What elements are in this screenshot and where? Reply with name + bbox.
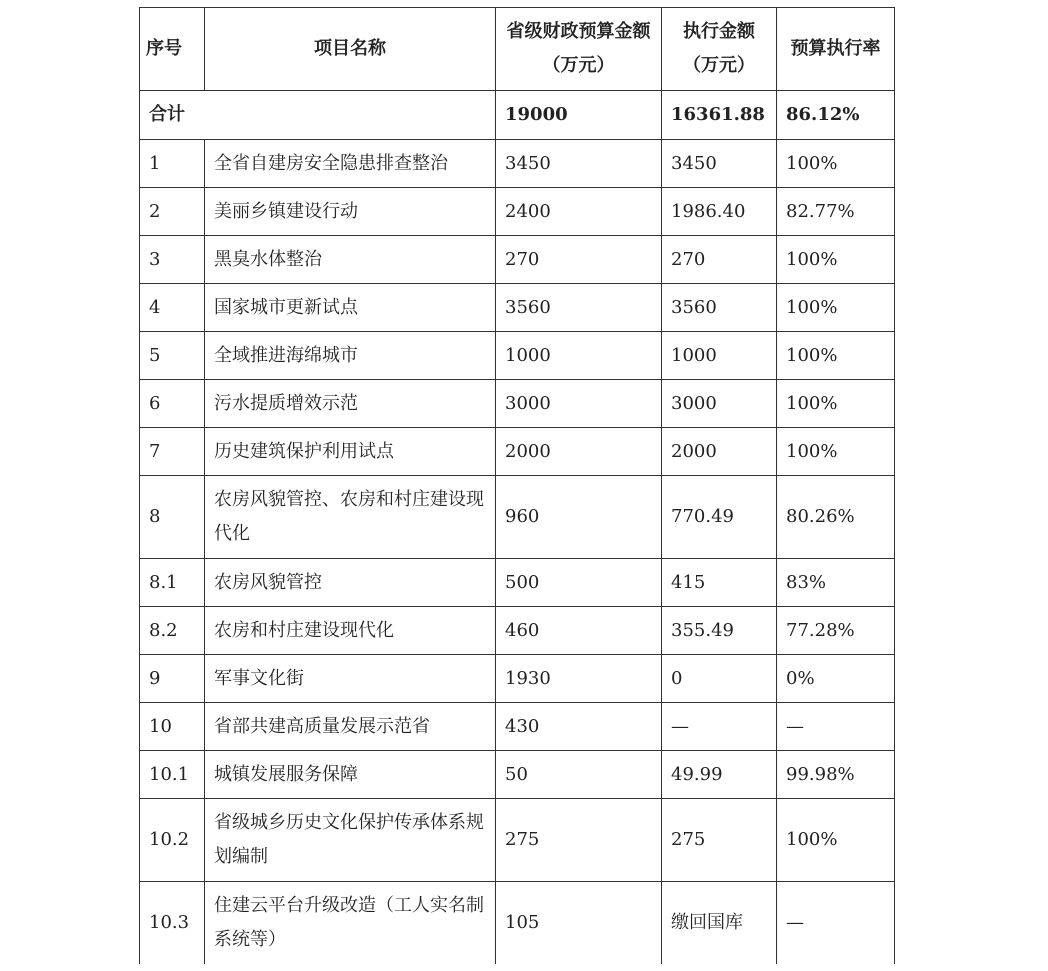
cell-executed: 270 [662,236,777,284]
table-row [140,188,895,236]
cell-budget: 270 [496,236,662,284]
cell-name: 省部共建高质量发展示范省 [205,703,496,751]
cell-executed: 3560 [662,284,777,332]
cell-rate: 100% [777,140,895,188]
cell-seq: 10.3 [140,882,205,965]
cell-executed: 3450 [662,140,777,188]
cell-budget: 50 [496,751,662,799]
cell-name: 国家城市更新试点 [205,284,496,332]
cell-budget: 2000 [496,428,662,476]
cell-rate: 100% [777,332,895,380]
cell-rate: 100% [777,428,895,476]
cell-seq: 1 [140,140,205,188]
cell-rate: 99.98% [777,751,895,799]
cell-budget: 3000 [496,380,662,428]
cell-executed: 1000 [662,332,777,380]
header-name: 项目名称 [205,8,496,91]
cell-rate: 83% [777,559,895,607]
cell-budget: 1000 [496,332,662,380]
cell-budget: 500 [496,559,662,607]
cell-executed: 2000 [662,428,777,476]
cell-seq: 5 [140,332,205,380]
cell-seq: 4 [140,284,205,332]
cell-executed: 49.99 [662,751,777,799]
cell-seq: 10 [140,703,205,751]
budget-table [139,7,895,964]
cell-seq: 8.2 [140,607,205,655]
table-row [140,284,895,332]
cell-seq: 8.1 [140,559,205,607]
cell-executed: — [662,703,777,751]
cell-seq: 8 [140,476,205,559]
cell-name: 农房风貌管控、农房和村庄建设现代化 [205,476,496,559]
cell-name: 军事文化街 [205,655,496,703]
total-rate: 86.12% [777,91,895,140]
table-row [140,380,895,428]
table-row [140,799,895,882]
cell-name: 全省自建房安全隐患排查整治 [205,140,496,188]
table-row [140,332,895,380]
total-budget: 19000 [496,91,662,140]
cell-budget: 430 [496,703,662,751]
cell-seq: 3 [140,236,205,284]
cell-name: 住建云平台升级改造（工人实名制系统等） [205,882,496,965]
cell-executed: 3000 [662,380,777,428]
table-row [140,476,895,559]
cell-rate: 100% [777,236,895,284]
cell-rate: 100% [777,284,895,332]
cell-name: 全域推进海绵城市 [205,332,496,380]
cell-seq: 10.2 [140,799,205,882]
table-row [140,703,895,751]
cell-budget: 960 [496,476,662,559]
cell-budget: 275 [496,799,662,882]
table-row [140,559,895,607]
cell-name: 黑臭水体整治 [205,236,496,284]
cell-name: 农房风貌管控 [205,559,496,607]
total-executed: 16361.88 [662,91,777,140]
total-row [140,91,895,140]
table-row [140,236,895,284]
table-row [140,655,895,703]
table-row [140,140,895,188]
cell-seq: 10.1 [140,751,205,799]
cell-name: 城镇发展服务保障 [205,751,496,799]
cell-budget: 2400 [496,188,662,236]
table-row [140,882,895,965]
cell-seq: 9 [140,655,205,703]
table-row [140,607,895,655]
cell-budget: 3560 [496,284,662,332]
cell-seq: 6 [140,380,205,428]
cell-executed: 1986.40 [662,188,777,236]
cell-rate: 82.77% [777,188,895,236]
cell-rate: 77.28% [777,607,895,655]
cell-executed: 0 [662,655,777,703]
cell-executed: 缴回国库 [662,882,777,965]
cell-name: 污水提质增效示范 [205,380,496,428]
cell-executed: 770.49 [662,476,777,559]
cell-rate: — [777,882,895,965]
cell-budget: 3450 [496,140,662,188]
cell-rate: 0% [777,655,895,703]
cell-name: 农房和村庄建设现代化 [205,607,496,655]
total-label: 合计 [140,91,496,140]
header-row [140,8,895,91]
cell-budget: 105 [496,882,662,965]
header-seq: 序号 [140,8,205,91]
table-row [140,751,895,799]
cell-name: 历史建筑保护利用试点 [205,428,496,476]
cell-name: 省级城乡历史文化保护传承体系规划编制 [205,799,496,882]
cell-rate: — [777,703,895,751]
header-rate: 预算执行率 [777,8,895,91]
cell-rate: 100% [777,799,895,882]
cell-name: 美丽乡镇建设行动 [205,188,496,236]
header-budget: 省级财政预算金额（万元） [496,8,662,91]
cell-rate: 80.26% [777,476,895,559]
cell-seq: 7 [140,428,205,476]
cell-seq: 2 [140,188,205,236]
cell-executed: 275 [662,799,777,882]
table-row [140,428,895,476]
cell-budget: 1930 [496,655,662,703]
cell-executed: 355.49 [662,607,777,655]
cell-budget: 460 [496,607,662,655]
cell-rate: 100% [777,380,895,428]
cell-executed: 415 [662,559,777,607]
header-executed: 执行金额（万元） [662,8,777,91]
